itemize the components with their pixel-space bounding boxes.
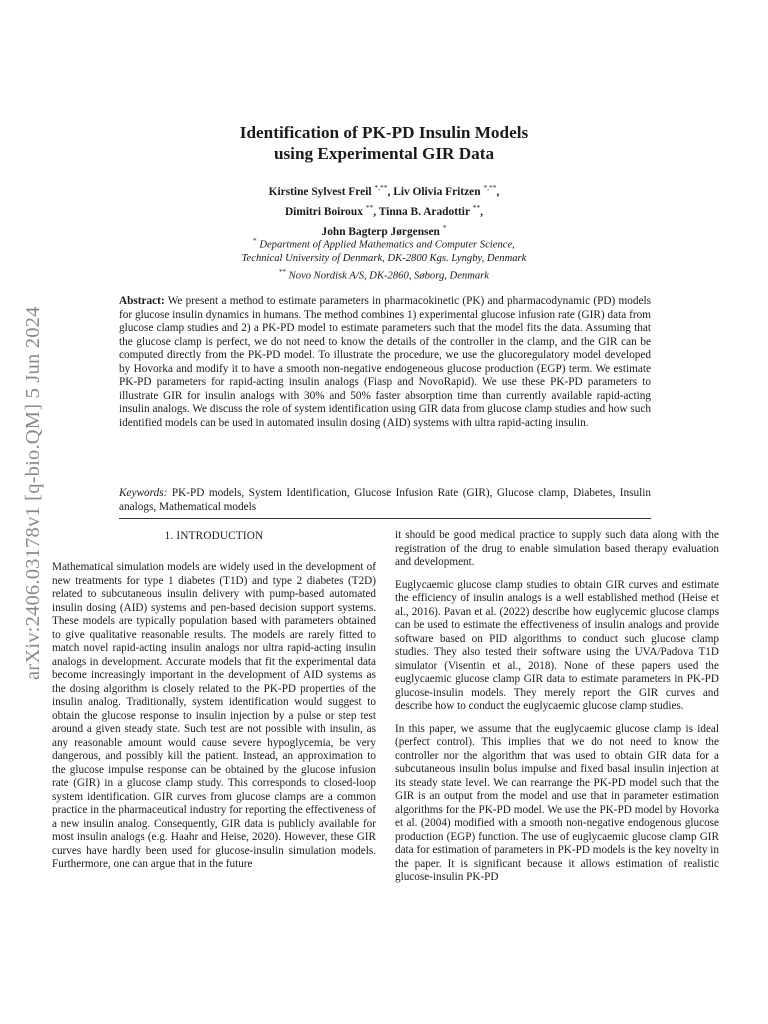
abstract-text: We present a method to estimate parameters in pharmacokinetic (PK) and pharmacodynamic (PD) models for glucose insulin dynamics in humans. The method combines 1) experimental glucose infusion rate (GIR) data from glucose clamp studies and 2) a PK-PD model to estimate parameters such that the model fits the data. Assuming that the glucose clamp is perfect, we do not need to know the details of the controller in the clamp, and the GIR can be computed directly from the PK-PD model. To illustrate the procedure, we use the glucoregulatory model developed by Hovorka and modify it to have a smooth non-negative endogeneous glucose production (EGP) term. We estimate PK-PD parameters for rapid-acting insulin analogs (Fiasp and NovoRapid). We use these PK-PD parameters to illustrate GIR for insulin analogs with 30% and 50% faster absorption time than currently available rapid-acting insulin analogs. We discuss the role of system identification using GIR data from glucose clamp studies and how such identified models can be used in automated insulin dosing (AID) systems with ultra rapid-acting insulin. (119, 295, 652, 429)
affiliations (150, 235, 618, 283)
author-name: Tinna B. Aradottir (378, 205, 470, 218)
keywords-text: PK-PD models, System Identification, Glucose Infusion Rate (GIR), Glucose clamp, Diabetes, Insulin analogs, Mathematical models (119, 487, 652, 513)
affiliation-line-2: Technical University of Denmark, DK-2800 Kgs. Lyngby, Denmark (241, 253, 527, 265)
author-line-1: Kirstine Sylvest Freil *,**, Liv Olivia Fritzen *,**, (268, 183, 500, 198)
author-line-2: Dimitri Boiroux **, Tinna B. Aradottir **, (284, 202, 484, 218)
author-name: Liv Olivia Fritzen (393, 185, 481, 198)
author-affiliation-mark: ** (472, 202, 481, 212)
author-affiliation-mark: * (442, 222, 447, 232)
author-affiliation-mark: ** (365, 202, 374, 212)
abstract (119, 295, 651, 430)
paper-title (150, 122, 618, 164)
author-affiliation-mark: *,** (374, 183, 388, 192)
affiliation-line-1: * Department of Applied Mathematics and Computer Science, (253, 237, 515, 251)
abstract-divider (119, 518, 651, 519)
right-column (395, 529, 719, 894)
author-name: John Bagterp Jørgensen (321, 225, 440, 238)
body-paragraph: In this paper, we assume that the euglycaemic glucose clamp is ideal (perfect control). This implies that we do not need to know the controller nor the algorithm that was used to obtain GIR data for a subcutaneous insulin bolus impulse and fixed basal insulin injection at its steady state level. We can rearrange the PK-PD model such that the GIR is an output from the model and use that in parameter estimation algorithms for the PK-PD model. We use the PK-PD model by Hovorka et al. (2004) modified with a smooth non-negative endogenous glucose production (EGP) function. The use of euglycaemic glucose clamp GIR data for estimation of parameters in PK-PD models is the key novelty in the paper. It is significant because it allows estimation of realistic glucose-insulin PK-PD (395, 722, 719, 883)
keywords (119, 487, 651, 514)
left-column (52, 561, 376, 881)
body-paragraph: Mathematical simulation models are widely used in the development of new treatments for type 1 diabetes (T1D) and type 2 diabetes (T2D) related to subcutaneous insulin delivery with pump-based automated insulin dosing (AID) systems and pen-based decision support systems. These models are typically population based with parameters obtained to give qualitative reasonable results. The models are rarely fitted to match novel rapid-acting insulin analogs nor ultra rapid-acting insulin analogs in development. Accurate models that fit the experimental data become increasingly important in the development of AID systems as the dosing algorithm is closely related to the PK-PD properties of the insulin analog. Traditionally, system identification would suggest to obtain the glucose response to insulin injection by a pulse or step test around a given steady state. Such test are not possible with insulin, as any reasonable amount would cause severe hypoglycemia, be very dangerous, and possibly kill the patient. Instead, an approximation to the glucose impulse response can be obtained by the glucose infusion rate (GIR) in a glucose clamp study. This corresponds to closed-loop system identification. GIR curves from glucose clamps are a common practice in the pharmaceutical industry for reporting the effectiveness of a new insulin analog. Consequently, GIR data is publicly available for most insulin analogs (e.g. Haahr and Heise, 2020). However, these GIR curves have hardly been used for glucose-insulin simulation models. Furthermore, one can argue that in the future (52, 561, 376, 870)
body-paragraph: it should be good medical practice to supply such data along with the registration of the drug to enable simulation based therapy evaluation and development. (395, 529, 719, 568)
affiliation-mark: ** (279, 267, 287, 276)
affiliation-mark: * (253, 237, 257, 245)
keywords-label: Keywords: (119, 487, 168, 499)
abstract-label: Abstract: (119, 295, 165, 307)
body-paragraph: Euglycaemic glucose clamp studies to obtain GIR curves and estimate the efficiency of insulin analogs is a well established method (Heise et al., 2016). Pavan et al. (2022) describe how euglycemic glucose clamps can be used to estimate the effectiveness of insulin analogs and provide software based on PID algorithms to conduct such glucose clamp studies. They also tested their software using the UVA/Padova T1D simulator (Visentin et al., 2018). None of these papers used the euglycaemic glucose clamp GIR data to estimate parameters in PK-PD glucose-insulin models. They merely report the GIR curves and describe how to conduct the euglycaemic glucose clamp studies. (395, 578, 719, 712)
author-name: Dimitri Boiroux (284, 205, 363, 218)
author-list (150, 180, 618, 239)
title-line-1: Identification of PK-PD Insulin Models (239, 123, 529, 142)
author-affiliation-mark: *,** (483, 183, 497, 192)
arxiv-identifier-stamp: arXiv:2406.03178v1 [q-bio.QM] 5 Jun 2024 (22, 306, 44, 680)
author-name: Kirstine Sylvest Freil (268, 185, 372, 198)
affiliation-line-3: ** Novo Nordisk A/S, DK-2860, Søborg, Denmark (279, 267, 489, 282)
title-line-2: using Experimental GIR Data (273, 144, 495, 163)
section-heading-introduction: 1. INTRODUCTION (164, 530, 264, 542)
